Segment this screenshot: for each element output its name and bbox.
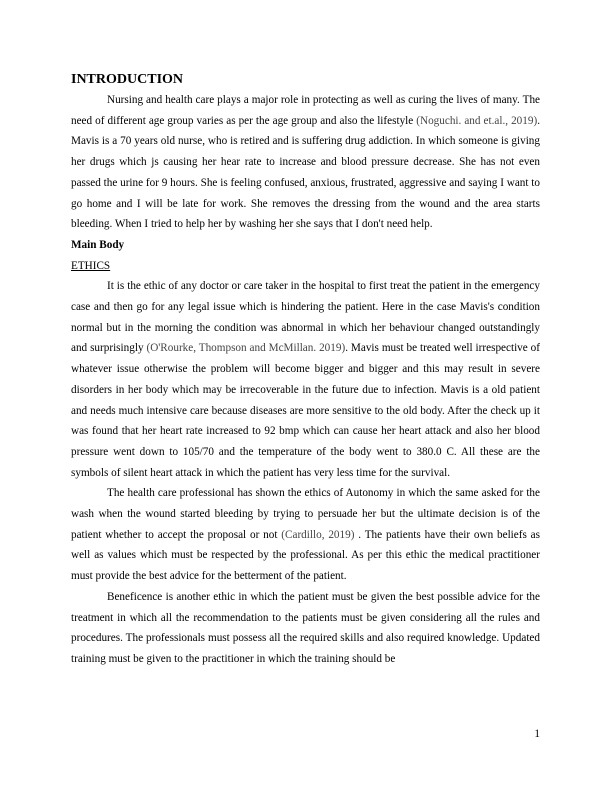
ethics-heading: ETHICS xyxy=(71,259,111,272)
ethics-p2-text-1: The health care professional has shown the ethics of Autonomy in which the same asked for the wash when the wound started bleeding by trying to persuade her but the ultimate decision is of the patient whether to accept the proposal or not xyxy=(71,487,540,541)
introduction-paragraph xyxy=(71,90,540,235)
ethics-p2-text-2: . The patients have their own beliefs as well as values which must be respected by the professional. As per this ethic the medical practitioner must provide the best advice for the betterment of the patient. xyxy=(71,528,540,583)
ethics-paragraph-3: Beneficence is another ethic in which the patient must be given the best possible advice for the treatment in which all the recommendation to the patients must be given considering all the rules and procedures. The professionals must possess all the required skills and also required knowledge. Updated training must be given to the practitioner in which the training should be xyxy=(71,590,540,665)
ethics-p1-text-1: It is the ethic of any doctor or care taker in the hospital to first treat the patient in the emergency case and then go for any legal issue which is hindering the patient. Here in the case Mavis's condition normal but in the morning the condition was abnormal in which her behaviour changed outstandingly and surprisingly xyxy=(71,280,540,355)
page-number: 1 xyxy=(534,728,540,740)
intro-text-1: Nursing and health care plays a major role in protecting as well as curing the lives of many. The need of different age group varies as per the age group and also the lifestyle xyxy=(71,94,540,127)
ethics-p2-citation: (Cardillo, 2019) xyxy=(281,528,355,541)
ethics-paragraph-2 xyxy=(71,483,540,587)
page-content xyxy=(71,70,540,670)
introduction-heading: INTRODUCTION xyxy=(71,72,184,87)
ethics-p1-citation: (O'Rourke, Thompson and McMillan. 2019) xyxy=(146,342,346,355)
intro-citation: (Noguchi. and et.al., 2019) xyxy=(416,114,538,127)
intro-text-2: . Mavis is a 70 years old nurse, who is retired and is suffering drug addiction. In which someone is giving her drugs which js causing her hear rate to increase and blood pressure decrease. She has not even passed the urine for 9 hours. She is feeling confused, anxious, frustrated, aggressive and saying I want to go home and I will be late for work. She removes the dressing from the wound and the area starts bleeding. When I tried to help her by washing her she says that I don't need help. xyxy=(71,114,540,231)
main-body-heading: Main Body xyxy=(71,238,125,251)
ethics-p1-text-2: . Mavis must be treated well irrespective of whatever issue otherwise the problem will become bigger and bigger and this may result in severe disorders in her body which may be irrecoverable in the future due to infection. Mavis is a old patient and needs much intensive care because diseases are more sensitive to the old body. After the check up it was found that her heart rate increased to 92 bmp which can cause her heart attack and also her blood pressure went down to 105/70 and the temperature of the body went to 380.0 C. All these are the symbols of silent heart attack in which the patient has very less time for the survival. xyxy=(71,342,540,479)
ethics-paragraph-1 xyxy=(71,276,540,483)
